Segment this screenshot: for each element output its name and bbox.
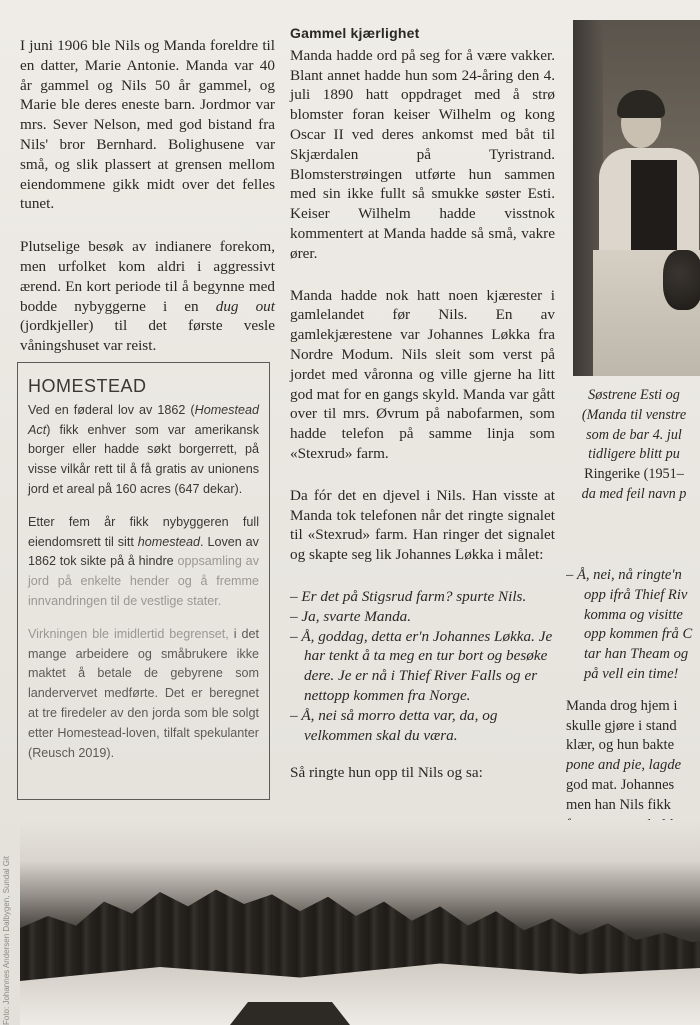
dug-out-term: dug out [215, 297, 275, 315]
paragraph-sweethearts: Manda hadde nok hatt noen kjærester i gamlelandet før Nils. En av gamlekjærestene var Johannes Løkka fra Nordre Modum. Nils sleit som verst på jordet med våronna og ville gjerne ha litt god mat for en gangs skyld. Manda var gått over til mrs. Øvrum på nabofarmen, som hadde telefon på samme linja som «Stexrud» farm. [290, 286, 555, 462]
paragraph-beauty: Manda hadde ord på seg for å være vakker. Blant annet hadde hun som 24-åring den 4. juli 1890 hatt oppdraget med å strø blomster foran keiser Wilhelm og kong Oscar II ved deres ankomst med båt til Skjærdalen på Tyristrand. Blomsterstrøingen utførte hun sammen med sin ikke fullt så smukke søster Esti. Keiser Wilhelm hadde visstnok kommentert at Manda hadde så små, vakre ører. [290, 46, 555, 262]
paragraph-closing: Så ringte hun opp til Nils og sa: [290, 764, 483, 782]
paragraph-devil: Da fór det en djevel i Nils. Han visste at Manda tok telefonen når det ringte signalet til «Stexrud» farm. Han ringer det signalet og skapte seg lik Johannes Løkka i målet: [290, 486, 555, 564]
landscape-photo [20, 820, 700, 1025]
factbox-paragraph-3: Virkningen ble imidlertid begrenset, i det mange arbeidere og småbrukere ikke maktet å betale de gebyrene som landervervet medførte. Det er beregnet at tre firedeler av den jorda som ble solgt etter Homestead-loven, tilfalt spekulanter (Reusch 2019). [28, 626, 259, 760]
dialogue-line: – Er det på Stigsrud farm? spurte Nils. [290, 587, 527, 605]
quote-block: – Å, nei, nå ringte'n opp ifrå Thief Riv komma og visitte opp kommen frå C tar han Theam og på vell ein time! [566, 567, 693, 682]
factbox-paragraph-2: Etter fem år fikk nybyggeren full eiendomsrett til sitt homestead. Loven av 1862 tok sikte på å hindre oppsamling av jord på enkelte hender og å fremme innvandringen til de vestlige stater. [28, 514, 259, 608]
dialogue-line: – Å, goddag, detta er'n Johannes Løkka. Je har tenkt å ta meg en tur bort og besøke dere. Je er nå i Thief River Falls og er nettopp kommen fra Norge. [290, 627, 553, 704]
photo-credit: Foto: Johannes Andersen Dalbygen, Sundal Git [2, 856, 11, 1025]
paragraph-home: Manda drog hjem i skulle gjøre i stand klær, og hun bakte pone and pie, lagde god mat. Johannes men han Nils fikk [566, 697, 682, 813]
section-heading: Gammel kjærlighet [290, 25, 420, 41]
factbox-heading: HOMESTEAD [28, 376, 147, 396]
portrait-photo [573, 20, 700, 376]
photo-caption: Søstrene Esti og (Manda til venstre som de bar 4. jul tidligere blitt pu Ringerike (1951– da med feil navn p [581, 387, 687, 502]
article-column-2 [290, 24, 555, 783]
factbox-paragraph-1: Ved en føderal lov av 1862 (Homestead Act) fikk enhver som var amerikansk borger eller hadde søkt borgerrett, på visse vilkår rett til å få gratis av unionens jord et areal på 160 acres (647 dekar). [28, 402, 259, 496]
dialogue-line: – Å, nei så morro detta var, da, og velkommen skal du væra. [290, 706, 498, 744]
homestead-factbox [17, 362, 270, 800]
dialogue [290, 587, 555, 745]
article-column-3 [566, 566, 700, 835]
article-column-1 [20, 36, 275, 356]
paragraph-indians: Plutselige besøk av indianere forekom, men urfolket kom aldri i aggressivt ærend. En kort periode til å begynne med bodde nybyggerne i en dug out (jordkjeller) til det første vesle våningshuset var reist. [20, 238, 275, 355]
paragraph-birth: I juni 1906 ble Nils og Manda foreldre til en datter, Marie Antonie. Manda var 40 år gammel og Nils 50 år gammel, og Marie ble deres eneste barn. Jordmor var mrs. Sever Nelson, med god bistand fra Nils' bror Bernhard. Bolighusene var små, og slik plassert at grensen mellom eiendommene gikk midt over det felles tunet. [20, 37, 275, 213]
dialogue-line: – Ja, svarte Manda. [290, 607, 412, 625]
